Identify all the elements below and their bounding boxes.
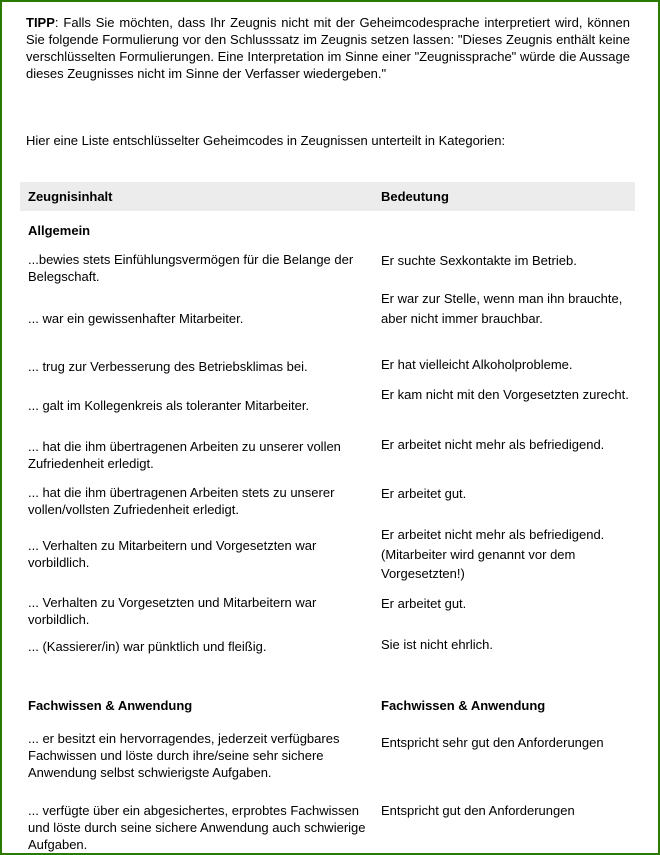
row-inhalt: ... er besitzt ein hervorragendes, jederzeit verfügbares Fachwissen und löste durch ihre/seine sehr sichere Anwendung selbst schwierigste Aufgaben. xyxy=(28,731,340,780)
row-bedeutung: Er arbeitet nicht mehr als befriedigend. (Mitarbeiter wird genannt vor dem Vorgesetzten!) xyxy=(381,527,605,581)
row-inhalt: ... Verhalten zu Vorgesetzten und Mitarbeitern war vorbildlich. xyxy=(28,595,317,627)
row-inhalt: ... trug zur Verbesserung des Betriebsklimas bei. xyxy=(28,359,308,374)
row-inhalt: ... Verhalten zu Mitarbeitern und Vorgesetzten war vorbildlich. xyxy=(28,538,317,570)
row-bedeutung: Er war zur Stelle, wenn man ihn brauchte, aber nicht immer brauchbar. xyxy=(381,291,623,326)
table-row xyxy=(20,525,635,594)
row-bedeutung: Er kam nicht mit den Vorgesetzten zurecht. xyxy=(381,387,629,402)
table-row xyxy=(20,355,635,385)
table-row xyxy=(20,435,635,484)
table-row xyxy=(20,594,635,635)
section-title-right: Fachwissen & Anwendung xyxy=(381,698,546,713)
table-row xyxy=(20,385,635,435)
row-inhalt: ... verfügte über ein abgesichertes, erprobtes Fachwissen und löste durch seine sichere Anwendung auch schwierige Aufgaben. xyxy=(28,803,366,852)
row-bedeutung: Sie ist nicht ehrlich. xyxy=(381,637,493,652)
section-title: Fachwissen & Anwendung xyxy=(28,698,193,713)
section-title: Allgemein xyxy=(28,223,91,238)
row-bedeutung: Er suchte Sexkontakte im Betrieb. xyxy=(381,253,577,268)
table-header-row xyxy=(20,182,635,211)
section-header-fachwissen xyxy=(20,698,635,716)
table-row xyxy=(20,251,635,289)
row-bedeutung: Entspricht gut den Anforderungen xyxy=(381,803,575,818)
row-bedeutung: Er arbeitet gut. xyxy=(381,486,467,501)
code-table xyxy=(20,182,635,854)
row-inhalt: ... galt im Kollegenkreis als toleranter Mitarbeiter. xyxy=(28,398,310,413)
tip-label: TIPP xyxy=(26,15,55,30)
table-row xyxy=(20,484,635,525)
row-bedeutung: Er arbeitet nicht mehr als befriedigend. xyxy=(381,437,605,452)
table-row xyxy=(20,635,635,662)
row-inhalt: ...bewies stets Einfühlungsvermögen für die Belange der Belegschaft. xyxy=(28,252,354,284)
row-inhalt: ... (Kassierer/in) war pünktlich und fleißig. xyxy=(28,639,267,654)
intro-text: Hier eine Liste entschlüsselter Geheimcodes in Zeugnissen unterteilt in Kategorien: xyxy=(26,133,506,148)
column-header-zeugnisinhalt: Zeugnisinhalt xyxy=(28,189,113,204)
row-inhalt: ... war ein gewissenhafter Mitarbeiter. xyxy=(28,311,244,326)
row-bedeutung: Er hat vielleicht Alkoholprobleme. xyxy=(381,357,573,372)
row-bedeutung: Entspricht sehr gut den Anforderungen xyxy=(381,735,604,750)
row-inhalt: ... hat die ihm übertragenen Arbeiten zu unserer vollen Zufriedenheit erledigt. xyxy=(28,439,341,471)
column-header-bedeutung: Bedeutung xyxy=(381,189,449,204)
tip-paragraph xyxy=(26,14,630,82)
row-bedeutung: Er arbeitet gut. xyxy=(381,596,467,611)
row-inhalt: ... hat die ihm übertragenen Arbeiten stets zu unserer vollen/vollsten Zufriedenheit erledigt. xyxy=(28,485,335,517)
table-row xyxy=(20,730,635,802)
section-header-allgemein xyxy=(20,211,635,238)
table-row xyxy=(20,802,635,854)
table-row xyxy=(20,289,635,355)
tip-text: : Falls Sie möchten, dass Ihr Zeugnis nicht mit der Geheimcodesprache interpretiert wird, können Sie folgende Formulierung vor den Schlusssatz im Zeugnis setzen lassen: "Dieses Zeugnis enthält keine verschlüsselten Formulierungen. Eine Interpretation im Sinne einer "Zeugnissprache" würde die Aussage dieses Zeugnisses nicht im Sinne der Verfasser wiedergeben." xyxy=(26,15,630,81)
